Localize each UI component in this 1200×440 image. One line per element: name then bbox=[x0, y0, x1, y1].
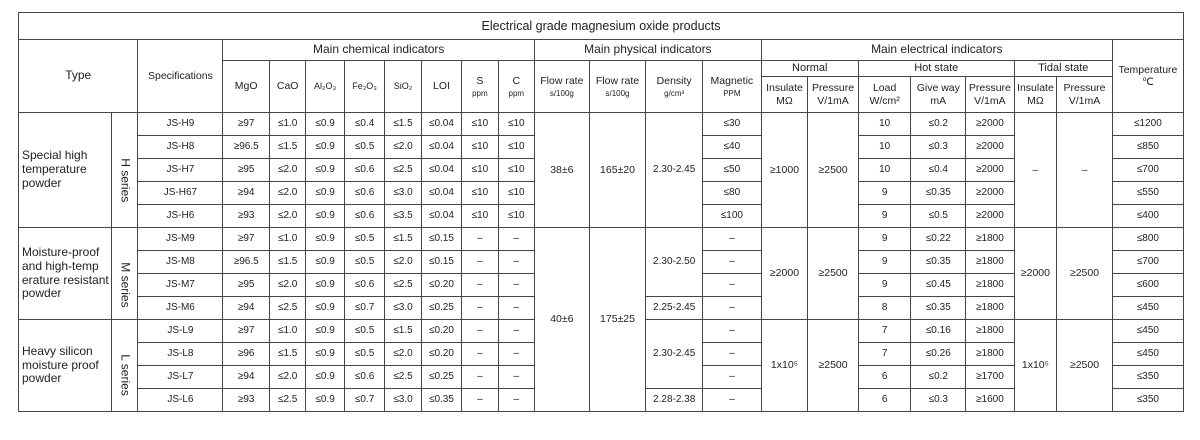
tidal-insulate-cell: 1x10⁵ bbox=[1014, 320, 1057, 412]
type-cell: Heavy silicon moisture proof powder bbox=[19, 320, 112, 412]
chem-value-cell: ≤2.0 bbox=[269, 205, 305, 228]
hot-col-header bbox=[858, 77, 911, 113]
chem-value-cell: ≤10 bbox=[462, 136, 498, 159]
load-cell: 9 bbox=[858, 228, 911, 251]
give-way-cell: ≤0.5 bbox=[911, 205, 966, 228]
elec-col-name: Pressure bbox=[968, 82, 1011, 95]
chem-value-cell: ≤0.6 bbox=[344, 159, 384, 182]
magnetic-cell: – bbox=[703, 320, 762, 343]
load-cell: 6 bbox=[858, 389, 911, 412]
chem-value-cell: ≤0.04 bbox=[421, 205, 461, 228]
table-row bbox=[19, 228, 1184, 251]
chem-value-cell: ≤0.20 bbox=[421, 274, 461, 297]
chem-value-cell: ≤2.0 bbox=[385, 343, 421, 366]
chem-value-cell: ≤0.6 bbox=[344, 366, 384, 389]
temperature-cell: ≤850 bbox=[1112, 136, 1183, 159]
series-cell bbox=[112, 113, 138, 228]
magnetic-cell: – bbox=[703, 274, 762, 297]
chem-value-cell: ≥94 bbox=[223, 366, 270, 389]
give-way-cell: ≤0.2 bbox=[911, 366, 966, 389]
chem-value-cell: – bbox=[498, 389, 534, 412]
chem-value-cell: ≤2.5 bbox=[269, 297, 305, 320]
chem-value-cell: – bbox=[498, 274, 534, 297]
chem-value-cell: ≥93 bbox=[223, 205, 270, 228]
load-cell: 10 bbox=[858, 159, 911, 182]
density-cell: 2.25-2.45 bbox=[646, 297, 703, 320]
chem-value-cell: ≤0.25 bbox=[421, 297, 461, 320]
table-title: Electrical grade magnesium oxide products bbox=[19, 13, 1184, 40]
chem-value-cell: ≤10 bbox=[462, 113, 498, 136]
spec-cell: JS-M6 bbox=[138, 297, 223, 320]
tidal-insulate-cell: – bbox=[1014, 113, 1057, 228]
chem-value-cell: ≥96.5 bbox=[223, 251, 270, 274]
chem-value-cell: ≤0.9 bbox=[306, 205, 344, 228]
temperature-cell: ≤600 bbox=[1112, 274, 1183, 297]
series-cell bbox=[112, 228, 138, 320]
chem-value-cell: ≤2.0 bbox=[385, 251, 421, 274]
magnetic-cell: – bbox=[703, 297, 762, 320]
temperature-cell: ≤700 bbox=[1112, 159, 1183, 182]
load-cell: 7 bbox=[858, 320, 911, 343]
table-row bbox=[19, 113, 1184, 136]
chem-value-cell: ≥96.5 bbox=[223, 136, 270, 159]
chem-value-cell: ≤3.0 bbox=[385, 297, 421, 320]
chem-value-cell: ≤0.9 bbox=[306, 274, 344, 297]
chem-value-cell: – bbox=[498, 228, 534, 251]
chem-value-cell: ≤10 bbox=[498, 136, 534, 159]
chem-value-cell: ≤0.9 bbox=[306, 320, 344, 343]
spec-cell: JS-L9 bbox=[138, 320, 223, 343]
flow-rate-cell: 40±6 bbox=[535, 228, 590, 412]
load-cell: 10 bbox=[858, 136, 911, 159]
chem-value-cell: ≤0.15 bbox=[421, 251, 461, 274]
chem-value-cell: – bbox=[462, 228, 498, 251]
spec-cell: JS-M7 bbox=[138, 274, 223, 297]
phys-col-header bbox=[589, 61, 646, 113]
chem-value-cell: ≤0.6 bbox=[344, 182, 384, 205]
elec-col-unit: V/1mA bbox=[1068, 94, 1101, 107]
magnetic-cell: ≤30 bbox=[703, 113, 762, 136]
chemical-group-header: Main chemical indicators bbox=[223, 40, 535, 61]
magnetic-cell: ≤50 bbox=[703, 159, 762, 182]
chem-value-cell: ≤0.35 bbox=[421, 389, 461, 412]
chem-value-cell: ≤0.6 bbox=[344, 274, 384, 297]
chem-value-cell: ≤1.0 bbox=[269, 228, 305, 251]
phys-col-unit: s/100g bbox=[549, 88, 574, 98]
chem-value-cell: ≤1.5 bbox=[385, 113, 421, 136]
phys-col-header bbox=[646, 61, 703, 113]
chem-value-cell: ≤0.9 bbox=[306, 136, 344, 159]
temperature-cell: ≤700 bbox=[1112, 251, 1183, 274]
spec-cell: JS-L8 bbox=[138, 343, 223, 366]
chem-col-name: S bbox=[476, 74, 484, 87]
spec-cell: JS-H6 bbox=[138, 205, 223, 228]
temperature-cell: ≤450 bbox=[1112, 343, 1183, 366]
chem-value-cell: ≤1.0 bbox=[269, 113, 305, 136]
chem-value-cell: ≤1.5 bbox=[269, 343, 305, 366]
chem-col-header bbox=[223, 61, 270, 113]
magnetic-cell: ≤100 bbox=[703, 205, 762, 228]
chem-value-cell: – bbox=[498, 366, 534, 389]
series-label: H series bbox=[118, 158, 133, 203]
give-way-cell: ≤0.16 bbox=[911, 320, 966, 343]
load-cell: 9 bbox=[858, 251, 911, 274]
chem-col-unit: ppm bbox=[472, 88, 488, 98]
hot-pressure-cell: ≥1600 bbox=[966, 389, 1015, 412]
temperature-cell: ≤350 bbox=[1112, 389, 1183, 412]
chem-value-cell: – bbox=[462, 297, 498, 320]
phys-col-unit: g/cm³ bbox=[664, 88, 685, 98]
temperature-header bbox=[1112, 40, 1183, 113]
chem-value-cell: ≤3.5 bbox=[385, 205, 421, 228]
give-way-cell: ≤0.35 bbox=[911, 251, 966, 274]
elec-col-unit: MΩ bbox=[1027, 94, 1044, 107]
hot-pressure-cell: ≥1800 bbox=[966, 251, 1015, 274]
chem-value-cell: ≤0.5 bbox=[344, 251, 384, 274]
hot-col-header bbox=[966, 77, 1015, 113]
chem-value-cell: ≤0.4 bbox=[344, 113, 384, 136]
magnetic-cell: – bbox=[703, 389, 762, 412]
tidal-col-header bbox=[1014, 77, 1057, 113]
magnetic-cell: – bbox=[703, 366, 762, 389]
magnetic-cell: ≤80 bbox=[703, 182, 762, 205]
tidal-state-header: Tidal state bbox=[1014, 61, 1112, 77]
spec-cell: JS-M9 bbox=[138, 228, 223, 251]
chem-value-cell: ≤10 bbox=[462, 205, 498, 228]
elec-col-unit: V/1mA bbox=[974, 94, 1006, 107]
chem-col-header bbox=[269, 61, 305, 113]
spec-cell: JS-M8 bbox=[138, 251, 223, 274]
give-way-cell: ≤0.3 bbox=[911, 136, 966, 159]
chem-value-cell: ≤2.5 bbox=[269, 389, 305, 412]
temperature-cell: ≤400 bbox=[1112, 205, 1183, 228]
elec-col-name: Pressure bbox=[812, 82, 855, 95]
load-cell: 6 bbox=[858, 366, 911, 389]
chem-value-cell: ≤0.5 bbox=[344, 343, 384, 366]
flow-rate-cell: 175±25 bbox=[589, 228, 646, 412]
chem-value-cell: ≤1.5 bbox=[385, 320, 421, 343]
chem-value-cell: – bbox=[462, 320, 498, 343]
chem-value-cell: ≤0.5 bbox=[344, 320, 384, 343]
chem-value-cell: ≤0.9 bbox=[306, 113, 344, 136]
chem-value-cell: ≤10 bbox=[498, 159, 534, 182]
table-body bbox=[19, 113, 1184, 412]
chem-value-cell: ≤2.5 bbox=[385, 159, 421, 182]
chem-value-cell: ≥94 bbox=[223, 297, 270, 320]
give-way-cell: ≤0.35 bbox=[911, 182, 966, 205]
normal-insulate-cell: ≥2000 bbox=[761, 228, 808, 320]
normal-insulate-cell: 1x10⁵ bbox=[761, 320, 808, 412]
series-label: L series bbox=[118, 353, 133, 396]
tidal-pressure-cell: – bbox=[1057, 113, 1113, 228]
temperature-cell: ≤450 bbox=[1112, 297, 1183, 320]
chem-col-name: LOI bbox=[432, 80, 450, 93]
chem-value-cell: ≤10 bbox=[498, 113, 534, 136]
chem-col-header bbox=[462, 61, 498, 113]
elec-col-unit: MΩ bbox=[776, 94, 793, 107]
normal-col-header bbox=[761, 77, 808, 113]
hot-state-header: Hot state bbox=[858, 61, 1014, 77]
flow-rate-cell: 38±6 bbox=[535, 113, 590, 228]
chem-value-cell: – bbox=[462, 343, 498, 366]
chem-value-cell: ≥95 bbox=[223, 159, 270, 182]
chem-value-cell: ≤10 bbox=[498, 182, 534, 205]
give-way-cell: ≤0.45 bbox=[911, 274, 966, 297]
elec-col-name: Give way bbox=[916, 82, 960, 95]
normal-col-header bbox=[808, 77, 859, 113]
chem-value-cell: ≥93 bbox=[223, 389, 270, 412]
chem-col-name: SiO₂ bbox=[393, 81, 413, 92]
hot-pressure-cell: ≥2000 bbox=[966, 205, 1015, 228]
phys-col-name: Flow rate bbox=[540, 74, 584, 87]
chem-value-cell: ≤3.0 bbox=[385, 182, 421, 205]
chem-value-cell: – bbox=[498, 320, 534, 343]
tidal-insulate-cell: ≥2000 bbox=[1014, 228, 1057, 320]
chem-value-cell: – bbox=[498, 343, 534, 366]
tidal-col-header bbox=[1057, 77, 1113, 113]
chem-value-cell: ≤10 bbox=[462, 159, 498, 182]
chem-col-header bbox=[421, 61, 461, 113]
phys-col-header bbox=[703, 61, 762, 113]
tidal-pressure-cell: ≥2500 bbox=[1057, 228, 1113, 320]
spec-cell: JS-L7 bbox=[138, 366, 223, 389]
temperature-cell: ≤800 bbox=[1112, 228, 1183, 251]
products-table bbox=[18, 12, 1184, 412]
hot-pressure-cell: ≥1800 bbox=[966, 228, 1015, 251]
chem-value-cell: ≤0.7 bbox=[344, 389, 384, 412]
chem-col-name: Al₂O₃ bbox=[314, 81, 337, 92]
temperature-unit: ℃ bbox=[1142, 76, 1154, 88]
chem-value-cell: ≤0.04 bbox=[421, 182, 461, 205]
hot-pressure-cell: ≥2000 bbox=[966, 113, 1015, 136]
chem-value-cell: ≥97 bbox=[223, 228, 270, 251]
hot-pressure-cell: ≥1700 bbox=[966, 366, 1015, 389]
hot-pressure-cell: ≥1800 bbox=[966, 297, 1015, 320]
chem-col-name: C bbox=[512, 74, 521, 87]
chem-value-cell: ≤0.5 bbox=[344, 228, 384, 251]
normal-pressure-cell: ≥2500 bbox=[808, 320, 859, 412]
flow-rate-cell: 165±20 bbox=[589, 113, 646, 228]
hot-col-header bbox=[911, 77, 966, 113]
load-cell: 9 bbox=[858, 205, 911, 228]
phys-col-unit: s/100g bbox=[605, 88, 630, 98]
chem-value-cell: ≤2.0 bbox=[385, 136, 421, 159]
chem-value-cell: ≤10 bbox=[498, 205, 534, 228]
elec-col-unit: W/cm² bbox=[869, 94, 900, 107]
hot-pressure-cell: ≥2000 bbox=[966, 182, 1015, 205]
chem-value-cell: ≤0.5 bbox=[344, 136, 384, 159]
physical-group-header: Main physical indicators bbox=[535, 40, 762, 61]
elec-col-name: Insulate bbox=[1017, 82, 1054, 95]
temperature-label: Temperature bbox=[1118, 63, 1178, 76]
hot-pressure-cell: ≥1800 bbox=[966, 320, 1015, 343]
chem-value-cell: ≤0.9 bbox=[306, 389, 344, 412]
chem-col-name: Fe₂O₃ bbox=[352, 81, 377, 92]
normal-pressure-cell: ≥2500 bbox=[808, 113, 859, 228]
chem-value-cell: ≤0.25 bbox=[421, 366, 461, 389]
chem-value-cell: ≥95 bbox=[223, 274, 270, 297]
chem-value-cell: ≥96 bbox=[223, 343, 270, 366]
normal-insulate-cell: ≥1000 bbox=[761, 113, 808, 228]
chem-value-cell: ≤1.5 bbox=[269, 251, 305, 274]
tidal-pressure-cell: ≥2500 bbox=[1057, 320, 1113, 412]
chem-value-cell: ≤0.9 bbox=[306, 228, 344, 251]
elec-col-name: Load bbox=[872, 82, 897, 95]
temperature-cell: ≤1200 bbox=[1112, 113, 1183, 136]
spec-cell: JS-H8 bbox=[138, 136, 223, 159]
chem-col-header bbox=[385, 61, 421, 113]
elec-col-name: Pressure bbox=[1063, 82, 1106, 95]
give-way-cell: ≤0.22 bbox=[911, 228, 966, 251]
magnetic-cell: – bbox=[703, 343, 762, 366]
specifications-header: Specifications bbox=[138, 40, 223, 113]
density-cell: 2.30-2.45 bbox=[646, 320, 703, 389]
load-cell: 9 bbox=[858, 182, 911, 205]
chem-value-cell: ≤0.04 bbox=[421, 113, 461, 136]
temperature-cell: ≤450 bbox=[1112, 320, 1183, 343]
hot-pressure-cell: ≥1800 bbox=[966, 343, 1015, 366]
chem-value-cell: ≤1.5 bbox=[269, 136, 305, 159]
density-cell: 2.30-2.50 bbox=[646, 228, 703, 297]
chem-value-cell: – bbox=[498, 297, 534, 320]
temperature-cell: ≤350 bbox=[1112, 366, 1183, 389]
chem-col-header bbox=[306, 61, 344, 113]
series-label: M series bbox=[118, 261, 133, 308]
magnetic-cell: – bbox=[703, 251, 762, 274]
chem-col-header bbox=[498, 61, 534, 113]
give-way-cell: ≤0.26 bbox=[911, 343, 966, 366]
magnetic-cell: – bbox=[703, 228, 762, 251]
hot-pressure-cell: ≥2000 bbox=[966, 159, 1015, 182]
load-cell: 7 bbox=[858, 343, 911, 366]
type-header: Type bbox=[19, 40, 138, 113]
chem-value-cell: ≤0.04 bbox=[421, 136, 461, 159]
chem-value-cell: ≤2.0 bbox=[269, 182, 305, 205]
spec-cell: JS-H7 bbox=[138, 159, 223, 182]
phys-col-name: Flow rate bbox=[595, 74, 640, 87]
normal-header: Normal bbox=[761, 61, 858, 77]
density-cell: 2.30-2.45 bbox=[646, 113, 703, 228]
chem-value-cell: ≤2.5 bbox=[385, 274, 421, 297]
chem-value-cell: – bbox=[462, 389, 498, 412]
hot-pressure-cell: ≥2000 bbox=[966, 136, 1015, 159]
chem-value-cell: ≤0.6 bbox=[344, 205, 384, 228]
give-way-cell: ≤0.35 bbox=[911, 297, 966, 320]
chem-col-header bbox=[344, 61, 384, 113]
chem-value-cell: ≤3.0 bbox=[385, 389, 421, 412]
chem-value-cell: ≤0.15 bbox=[421, 228, 461, 251]
phys-col-name: Density bbox=[656, 74, 692, 87]
elec-col-unit: V/1mA bbox=[817, 94, 849, 107]
type-cell: Moisture-proof and high-temp erature resistant powder bbox=[19, 228, 112, 320]
temperature-cell: ≤550 bbox=[1112, 182, 1183, 205]
series-cell bbox=[112, 320, 138, 412]
chem-value-cell: ≤0.9 bbox=[306, 343, 344, 366]
normal-pressure-cell: ≥2500 bbox=[808, 228, 859, 320]
chem-value-cell: ≤0.20 bbox=[421, 343, 461, 366]
chem-value-cell: – bbox=[462, 366, 498, 389]
elec-col-unit: mA bbox=[930, 94, 947, 107]
chem-value-cell: ≤0.9 bbox=[306, 366, 344, 389]
density-cell: 2.28-2.38 bbox=[646, 389, 703, 412]
load-cell: 10 bbox=[858, 113, 911, 136]
chem-value-cell: ≤1.5 bbox=[385, 228, 421, 251]
chem-value-cell: ≤0.9 bbox=[306, 251, 344, 274]
phys-col-name: Magnetic bbox=[710, 74, 754, 87]
chem-value-cell: – bbox=[462, 251, 498, 274]
chem-value-cell: ≤1.0 bbox=[269, 320, 305, 343]
electrical-group-header: Main electrical indicators bbox=[761, 40, 1112, 61]
give-way-cell: ≤0.2 bbox=[911, 113, 966, 136]
chem-value-cell: ≤2.0 bbox=[269, 366, 305, 389]
load-cell: 9 bbox=[858, 274, 911, 297]
chem-value-cell: ≤10 bbox=[462, 182, 498, 205]
spec-cell: JS-L6 bbox=[138, 389, 223, 412]
chem-value-cell: ≤0.9 bbox=[306, 297, 344, 320]
give-way-cell: ≤0.3 bbox=[911, 389, 966, 412]
chem-value-cell: ≥97 bbox=[223, 320, 270, 343]
chem-col-name: MgO bbox=[234, 80, 258, 93]
elec-col-name: Insulate bbox=[766, 82, 803, 95]
chem-value-cell: – bbox=[462, 274, 498, 297]
chem-value-cell: ≤0.04 bbox=[421, 159, 461, 182]
chem-value-cell: ≤0.9 bbox=[306, 182, 344, 205]
hot-pressure-cell: ≥1800 bbox=[966, 274, 1015, 297]
give-way-cell: ≤0.4 bbox=[911, 159, 966, 182]
chem-value-cell: ≤2.0 bbox=[269, 274, 305, 297]
chem-value-cell: ≤0.7 bbox=[344, 297, 384, 320]
chem-col-unit: ppm bbox=[508, 88, 525, 98]
phys-col-unit: PPM bbox=[723, 88, 741, 98]
chem-value-cell: ≥94 bbox=[223, 182, 270, 205]
chem-value-cell: ≤2.5 bbox=[385, 366, 421, 389]
spec-cell: JS-H9 bbox=[138, 113, 223, 136]
chem-value-cell: ≤0.9 bbox=[306, 159, 344, 182]
chem-value-cell: ≤2.0 bbox=[269, 159, 305, 182]
phys-col-header bbox=[535, 61, 590, 113]
chem-value-cell: ≤0.20 bbox=[421, 320, 461, 343]
spec-cell: JS-H67 bbox=[138, 182, 223, 205]
magnetic-cell: ≤40 bbox=[703, 136, 762, 159]
type-cell: Special high temperature powder bbox=[19, 113, 112, 228]
chem-value-cell: ≥97 bbox=[223, 113, 270, 136]
chem-col-name: CaO bbox=[276, 80, 299, 93]
chem-value-cell: – bbox=[498, 251, 534, 274]
load-cell: 8 bbox=[858, 297, 911, 320]
